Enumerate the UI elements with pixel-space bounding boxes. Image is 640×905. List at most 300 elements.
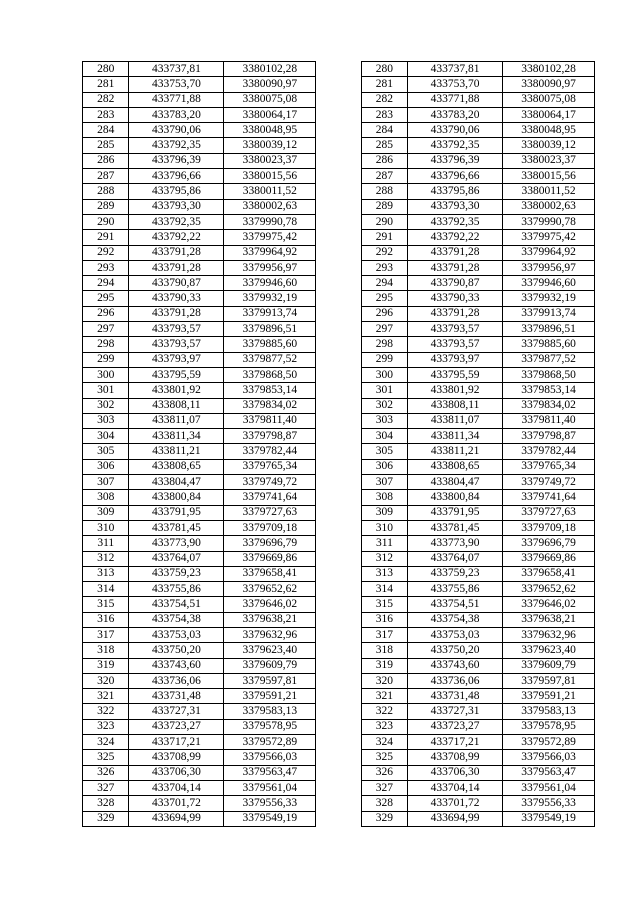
left-point-number-cell: 284	[83, 123, 129, 138]
left-point-number-cell: 327	[83, 780, 129, 795]
left-point-number-cell: 300	[83, 367, 129, 382]
left-point-number-cell: 301	[83, 383, 129, 398]
left-x-coordinate-cell: 433791,28	[129, 245, 224, 260]
right-point-number-cell: 326	[361, 765, 407, 780]
right-point-number-cell: 290	[361, 214, 407, 229]
right-x-coordinate-cell: 433771,88	[408, 92, 503, 107]
left-x-coordinate-cell: 433750,20	[129, 643, 224, 658]
left-point-number-cell: 304	[83, 429, 129, 444]
right-point-number-cell: 323	[361, 719, 407, 734]
column-gap-cell	[316, 383, 361, 398]
left-x-coordinate-cell: 433727,31	[129, 704, 224, 719]
left-x-coordinate-cell: 433796,66	[129, 169, 224, 184]
right-point-number-cell: 320	[361, 673, 407, 688]
left-x-coordinate-cell: 433801,92	[129, 383, 224, 398]
left-point-number-cell: 282	[83, 92, 129, 107]
left-x-coordinate-cell: 433790,33	[129, 291, 224, 306]
column-gap-cell	[316, 536, 361, 551]
left-point-number-cell: 309	[83, 505, 129, 520]
left-y-coordinate-cell: 3380023,37	[224, 153, 316, 168]
table-row	[83, 184, 595, 199]
left-point-number-cell: 286	[83, 153, 129, 168]
right-point-number-cell: 318	[361, 643, 407, 658]
column-gap-cell	[316, 169, 361, 184]
right-point-number-cell: 312	[361, 551, 407, 566]
left-y-coordinate-cell: 3379556,33	[224, 796, 316, 811]
table-row	[83, 612, 595, 627]
right-y-coordinate-cell: 3380048,95	[503, 123, 595, 138]
right-x-coordinate-cell: 433793,97	[408, 352, 503, 367]
column-gap-cell	[316, 138, 361, 153]
column-gap-cell	[316, 214, 361, 229]
right-x-coordinate-cell: 433793,30	[408, 199, 503, 214]
right-x-coordinate-cell: 433759,23	[408, 566, 503, 581]
table-row	[83, 337, 595, 352]
left-y-coordinate-cell: 3379868,50	[224, 367, 316, 382]
coordinate-table	[82, 61, 595, 827]
right-x-coordinate-cell: 433753,03	[408, 627, 503, 642]
left-point-number-cell: 303	[83, 413, 129, 428]
right-y-coordinate-cell: 3379868,50	[503, 367, 595, 382]
left-x-coordinate-cell: 433773,90	[129, 536, 224, 551]
right-point-number-cell: 322	[361, 704, 407, 719]
table-row	[83, 551, 595, 566]
coordinate-table-body	[83, 62, 595, 827]
right-y-coordinate-cell: 3379765,34	[503, 459, 595, 474]
column-gap-cell	[316, 475, 361, 490]
right-y-coordinate-cell: 3379609,79	[503, 658, 595, 673]
left-x-coordinate-cell: 433793,57	[129, 337, 224, 352]
right-x-coordinate-cell: 433795,86	[408, 184, 503, 199]
table-row	[83, 92, 595, 107]
right-y-coordinate-cell: 3380002,63	[503, 199, 595, 214]
table-row	[83, 107, 595, 122]
right-x-coordinate-cell: 433694,99	[408, 811, 503, 826]
table-row	[83, 811, 595, 826]
table-row	[83, 77, 595, 92]
left-point-number-cell: 299	[83, 352, 129, 367]
column-gap-cell	[316, 719, 361, 734]
right-x-coordinate-cell: 433706,30	[408, 765, 503, 780]
table-row	[83, 169, 595, 184]
right-y-coordinate-cell: 3379782,44	[503, 444, 595, 459]
right-x-coordinate-cell: 433793,57	[408, 322, 503, 337]
left-x-coordinate-cell: 433737,81	[129, 62, 224, 77]
right-x-coordinate-cell: 433808,11	[408, 398, 503, 413]
right-y-coordinate-cell: 3380090,97	[503, 77, 595, 92]
left-y-coordinate-cell: 3379964,92	[224, 245, 316, 260]
right-point-number-cell: 305	[361, 444, 407, 459]
table-row	[83, 673, 595, 688]
column-gap-cell	[316, 612, 361, 627]
column-gap-cell	[316, 230, 361, 245]
left-y-coordinate-cell: 3380039,12	[224, 138, 316, 153]
left-y-coordinate-cell: 3380015,56	[224, 169, 316, 184]
left-y-coordinate-cell: 3379646,02	[224, 597, 316, 612]
right-y-coordinate-cell: 3379696,79	[503, 536, 595, 551]
table-row	[83, 383, 595, 398]
right-y-coordinate-cell: 3379561,04	[503, 780, 595, 795]
left-y-coordinate-cell: 3379652,62	[224, 582, 316, 597]
right-point-number-cell: 291	[361, 230, 407, 245]
left-point-number-cell: 314	[83, 582, 129, 597]
table-row	[83, 352, 595, 367]
left-y-coordinate-cell: 3379749,72	[224, 475, 316, 490]
table-row	[83, 214, 595, 229]
column-gap-cell	[316, 551, 361, 566]
right-x-coordinate-cell: 433795,59	[408, 367, 503, 382]
table-row	[83, 306, 595, 321]
table-row	[83, 627, 595, 642]
right-x-coordinate-cell: 433796,66	[408, 169, 503, 184]
left-x-coordinate-cell: 433704,14	[129, 780, 224, 795]
left-point-number-cell: 291	[83, 230, 129, 245]
left-point-number-cell: 293	[83, 260, 129, 275]
left-y-coordinate-cell: 3379913,74	[224, 306, 316, 321]
left-y-coordinate-cell: 3379561,04	[224, 780, 316, 795]
right-point-number-cell: 307	[361, 475, 407, 490]
left-point-number-cell: 298	[83, 337, 129, 352]
right-y-coordinate-cell: 3379566,03	[503, 750, 595, 765]
left-x-coordinate-cell: 433754,51	[129, 597, 224, 612]
table-row	[83, 153, 595, 168]
left-x-coordinate-cell: 433731,48	[129, 689, 224, 704]
left-x-coordinate-cell: 433754,38	[129, 612, 224, 627]
column-gap-cell	[316, 673, 361, 688]
left-point-number-cell: 310	[83, 520, 129, 535]
right-x-coordinate-cell: 433811,21	[408, 444, 503, 459]
left-x-coordinate-cell: 433795,86	[129, 184, 224, 199]
right-x-coordinate-cell: 433736,06	[408, 673, 503, 688]
right-point-number-cell: 283	[361, 107, 407, 122]
right-y-coordinate-cell: 3379749,72	[503, 475, 595, 490]
left-x-coordinate-cell: 433755,86	[129, 582, 224, 597]
left-x-coordinate-cell: 433723,27	[129, 719, 224, 734]
right-y-coordinate-cell: 3379853,14	[503, 383, 595, 398]
left-point-number-cell: 313	[83, 566, 129, 581]
column-gap-cell	[316, 367, 361, 382]
left-point-number-cell: 302	[83, 398, 129, 413]
left-x-coordinate-cell: 433811,07	[129, 413, 224, 428]
left-y-coordinate-cell: 3380048,95	[224, 123, 316, 138]
right-y-coordinate-cell: 3379652,62	[503, 582, 595, 597]
left-x-coordinate-cell: 433783,20	[129, 107, 224, 122]
right-x-coordinate-cell: 433790,87	[408, 276, 503, 291]
left-x-coordinate-cell: 433791,28	[129, 306, 224, 321]
left-y-coordinate-cell: 3379877,52	[224, 352, 316, 367]
right-x-coordinate-cell: 433796,39	[408, 153, 503, 168]
left-y-coordinate-cell: 3379566,03	[224, 750, 316, 765]
left-point-number-cell: 280	[83, 62, 129, 77]
left-y-coordinate-cell: 3379741,64	[224, 490, 316, 505]
column-gap-cell	[316, 153, 361, 168]
left-y-coordinate-cell: 3379853,14	[224, 383, 316, 398]
right-y-coordinate-cell: 3380023,37	[503, 153, 595, 168]
right-point-number-cell: 313	[361, 566, 407, 581]
left-x-coordinate-cell: 433753,70	[129, 77, 224, 92]
left-point-number-cell: 328	[83, 796, 129, 811]
column-gap-cell	[316, 520, 361, 535]
right-y-coordinate-cell: 3379964,92	[503, 245, 595, 260]
right-x-coordinate-cell: 433790,06	[408, 123, 503, 138]
right-y-coordinate-cell: 3379727,63	[503, 505, 595, 520]
right-y-coordinate-cell: 3379623,40	[503, 643, 595, 658]
left-x-coordinate-cell: 433694,99	[129, 811, 224, 826]
left-point-number-cell: 319	[83, 658, 129, 673]
left-y-coordinate-cell: 3379727,63	[224, 505, 316, 520]
left-y-coordinate-cell: 3380102,28	[224, 62, 316, 77]
right-point-number-cell: 304	[361, 429, 407, 444]
left-x-coordinate-cell: 433781,45	[129, 520, 224, 535]
column-gap-cell	[316, 260, 361, 275]
right-x-coordinate-cell: 433708,99	[408, 750, 503, 765]
left-x-coordinate-cell: 433792,22	[129, 230, 224, 245]
left-point-number-cell: 288	[83, 184, 129, 199]
table-row	[83, 735, 595, 750]
table-row	[83, 597, 595, 612]
left-x-coordinate-cell: 433804,47	[129, 475, 224, 490]
right-y-coordinate-cell: 3379597,81	[503, 673, 595, 688]
right-point-number-cell: 319	[361, 658, 407, 673]
column-gap-cell	[316, 597, 361, 612]
right-point-number-cell: 299	[361, 352, 407, 367]
right-x-coordinate-cell: 433701,72	[408, 796, 503, 811]
left-y-coordinate-cell: 3380075,08	[224, 92, 316, 107]
table-row	[83, 123, 595, 138]
table-row	[83, 459, 595, 474]
right-y-coordinate-cell: 3379658,41	[503, 566, 595, 581]
left-y-coordinate-cell: 3379896,51	[224, 322, 316, 337]
left-x-coordinate-cell: 433792,35	[129, 138, 224, 153]
column-gap-cell	[316, 505, 361, 520]
right-x-coordinate-cell: 433717,21	[408, 735, 503, 750]
right-point-number-cell: 317	[361, 627, 407, 642]
column-gap-cell	[316, 444, 361, 459]
right-point-number-cell: 298	[361, 337, 407, 352]
left-x-coordinate-cell: 433811,21	[129, 444, 224, 459]
column-gap-cell	[316, 107, 361, 122]
left-y-coordinate-cell: 3379658,41	[224, 566, 316, 581]
left-point-number-cell: 281	[83, 77, 129, 92]
table-row	[83, 475, 595, 490]
left-x-coordinate-cell: 433793,57	[129, 322, 224, 337]
right-x-coordinate-cell: 433750,20	[408, 643, 503, 658]
right-point-number-cell: 289	[361, 199, 407, 214]
right-y-coordinate-cell: 3379877,52	[503, 352, 595, 367]
left-point-number-cell: 306	[83, 459, 129, 474]
right-y-coordinate-cell: 3380064,17	[503, 107, 595, 122]
left-point-number-cell: 326	[83, 765, 129, 780]
right-x-coordinate-cell: 433792,35	[408, 138, 503, 153]
right-x-coordinate-cell: 433727,31	[408, 704, 503, 719]
column-gap-cell	[316, 184, 361, 199]
table-row	[83, 199, 595, 214]
right-point-number-cell: 287	[361, 169, 407, 184]
column-gap-cell	[316, 750, 361, 765]
left-y-coordinate-cell: 3379956,97	[224, 260, 316, 275]
right-point-number-cell: 327	[361, 780, 407, 795]
column-gap-cell	[316, 398, 361, 413]
left-point-number-cell: 315	[83, 597, 129, 612]
right-y-coordinate-cell: 3379572,89	[503, 735, 595, 750]
column-gap-cell	[316, 643, 361, 658]
right-x-coordinate-cell: 433731,48	[408, 689, 503, 704]
column-gap-cell	[316, 704, 361, 719]
left-x-coordinate-cell: 433790,87	[129, 276, 224, 291]
left-point-number-cell: 321	[83, 689, 129, 704]
left-point-number-cell: 290	[83, 214, 129, 229]
right-y-coordinate-cell: 3379591,21	[503, 689, 595, 704]
right-point-number-cell: 325	[361, 750, 407, 765]
left-x-coordinate-cell: 433790,06	[129, 123, 224, 138]
table-row	[83, 704, 595, 719]
left-point-number-cell: 322	[83, 704, 129, 719]
right-y-coordinate-cell: 3379741,64	[503, 490, 595, 505]
right-point-number-cell: 296	[361, 306, 407, 321]
right-x-coordinate-cell: 433754,51	[408, 597, 503, 612]
right-x-coordinate-cell: 433801,92	[408, 383, 503, 398]
table-row	[83, 582, 595, 597]
right-point-number-cell: 309	[361, 505, 407, 520]
right-point-number-cell: 315	[361, 597, 407, 612]
left-x-coordinate-cell: 433743,60	[129, 658, 224, 673]
left-point-number-cell: 292	[83, 245, 129, 260]
left-y-coordinate-cell: 3379549,19	[224, 811, 316, 826]
left-point-number-cell: 311	[83, 536, 129, 551]
column-gap-cell	[316, 322, 361, 337]
left-x-coordinate-cell: 433796,39	[129, 153, 224, 168]
left-point-number-cell: 283	[83, 107, 129, 122]
column-gap-cell	[316, 429, 361, 444]
column-gap-cell	[316, 77, 361, 92]
right-x-coordinate-cell: 433783,20	[408, 107, 503, 122]
column-gap-cell	[316, 459, 361, 474]
right-point-number-cell: 321	[361, 689, 407, 704]
column-gap-cell	[316, 291, 361, 306]
column-gap-cell	[316, 765, 361, 780]
column-gap-cell	[316, 199, 361, 214]
right-x-coordinate-cell: 433737,81	[408, 62, 503, 77]
right-y-coordinate-cell: 3379885,60	[503, 337, 595, 352]
left-x-coordinate-cell: 433793,97	[129, 352, 224, 367]
left-y-coordinate-cell: 3379578,95	[224, 719, 316, 734]
left-y-coordinate-cell: 3379591,21	[224, 689, 316, 704]
right-y-coordinate-cell: 3380075,08	[503, 92, 595, 107]
table-row	[83, 780, 595, 795]
right-point-number-cell: 308	[361, 490, 407, 505]
right-x-coordinate-cell: 433753,70	[408, 77, 503, 92]
right-y-coordinate-cell: 3379956,97	[503, 260, 595, 275]
left-point-number-cell: 295	[83, 291, 129, 306]
right-y-coordinate-cell: 3380102,28	[503, 62, 595, 77]
table-row	[83, 765, 595, 780]
left-y-coordinate-cell: 3379583,13	[224, 704, 316, 719]
right-y-coordinate-cell: 3379913,74	[503, 306, 595, 321]
table-row	[83, 566, 595, 581]
left-point-number-cell: 308	[83, 490, 129, 505]
column-gap-cell	[316, 413, 361, 428]
left-point-number-cell: 320	[83, 673, 129, 688]
left-y-coordinate-cell: 3379563,47	[224, 765, 316, 780]
right-x-coordinate-cell: 433811,07	[408, 413, 503, 428]
column-gap-cell	[316, 245, 361, 260]
left-y-coordinate-cell: 3380002,63	[224, 199, 316, 214]
right-y-coordinate-cell: 3380011,52	[503, 184, 595, 199]
table-row	[83, 796, 595, 811]
left-y-coordinate-cell: 3379811,40	[224, 413, 316, 428]
left-x-coordinate-cell: 433701,72	[129, 796, 224, 811]
table-row	[83, 367, 595, 382]
right-x-coordinate-cell: 433773,90	[408, 536, 503, 551]
right-y-coordinate-cell: 3379990,78	[503, 214, 595, 229]
left-y-coordinate-cell: 3379834,02	[224, 398, 316, 413]
right-point-number-cell: 285	[361, 138, 407, 153]
right-x-coordinate-cell: 433793,57	[408, 337, 503, 352]
left-x-coordinate-cell: 433759,23	[129, 566, 224, 581]
left-x-coordinate-cell: 433811,34	[129, 429, 224, 444]
right-point-number-cell: 293	[361, 260, 407, 275]
column-gap-cell	[316, 276, 361, 291]
table-row	[83, 444, 595, 459]
left-point-number-cell: 324	[83, 735, 129, 750]
column-gap-cell	[316, 658, 361, 673]
left-x-coordinate-cell: 433708,99	[129, 750, 224, 765]
right-x-coordinate-cell: 433808,65	[408, 459, 503, 474]
right-point-number-cell: 324	[361, 735, 407, 750]
right-point-number-cell: 329	[361, 811, 407, 826]
right-y-coordinate-cell: 3379946,60	[503, 276, 595, 291]
left-y-coordinate-cell: 3379709,18	[224, 520, 316, 535]
left-x-coordinate-cell: 433764,07	[129, 551, 224, 566]
column-gap-cell	[316, 811, 361, 826]
column-gap-cell	[316, 780, 361, 795]
right-x-coordinate-cell: 433754,38	[408, 612, 503, 627]
left-point-number-cell: 316	[83, 612, 129, 627]
table-row	[83, 398, 595, 413]
table-row	[83, 505, 595, 520]
column-gap-cell	[316, 62, 361, 77]
left-point-number-cell: 297	[83, 322, 129, 337]
left-point-number-cell: 305	[83, 444, 129, 459]
left-y-coordinate-cell: 3379597,81	[224, 673, 316, 688]
right-x-coordinate-cell: 433792,35	[408, 214, 503, 229]
right-x-coordinate-cell: 433781,45	[408, 520, 503, 535]
left-x-coordinate-cell: 433793,30	[129, 199, 224, 214]
table-row	[83, 658, 595, 673]
table-row	[83, 490, 595, 505]
left-y-coordinate-cell: 3379765,34	[224, 459, 316, 474]
right-point-number-cell: 316	[361, 612, 407, 627]
right-x-coordinate-cell: 433792,22	[408, 230, 503, 245]
left-y-coordinate-cell: 3379572,89	[224, 735, 316, 750]
table-row	[83, 138, 595, 153]
left-y-coordinate-cell: 3379632,96	[224, 627, 316, 642]
right-point-number-cell: 281	[361, 77, 407, 92]
left-point-number-cell: 317	[83, 627, 129, 642]
right-point-number-cell: 280	[361, 62, 407, 77]
right-x-coordinate-cell: 433791,28	[408, 306, 503, 321]
table-row	[83, 230, 595, 245]
table-row	[83, 429, 595, 444]
column-gap-cell	[316, 689, 361, 704]
right-y-coordinate-cell: 3379563,47	[503, 765, 595, 780]
right-x-coordinate-cell: 433723,27	[408, 719, 503, 734]
table-row	[83, 276, 595, 291]
right-point-number-cell: 300	[361, 367, 407, 382]
table-row	[83, 291, 595, 306]
right-y-coordinate-cell: 3379834,02	[503, 398, 595, 413]
left-point-number-cell: 289	[83, 199, 129, 214]
